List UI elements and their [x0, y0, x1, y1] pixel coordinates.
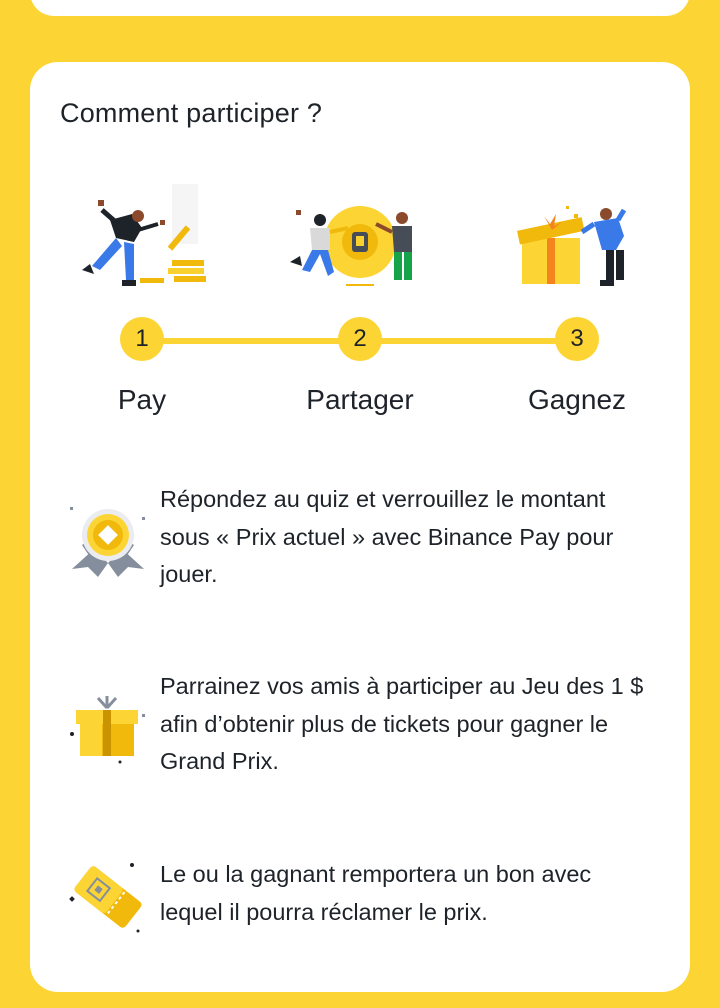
step-3-illustration — [510, 180, 650, 290]
step-2-number-badge: 2 — [338, 317, 382, 361]
step-1-label: Pay — [117, 384, 167, 415]
medal-icon — [68, 497, 148, 577]
step-1-illustration — [72, 180, 212, 290]
info-text-referral: Parrainez vos amis à participer au Jeu des 1 $ afin d’obtenir plus de tickets pour gagner le Grand Prix. — [160, 673, 644, 774]
info-text-winner: Le ou la gagnant remportera un bon avec lequel il pourra réclamer le prix. — [160, 861, 592, 925]
how-to-participate-card — [30, 62, 690, 992]
step-2-label: Partager — [306, 384, 414, 415]
step-2-illustration — [290, 180, 430, 290]
previous-card — [30, 0, 690, 16]
gift-box-icon — [68, 684, 148, 764]
step-1-number-badge: 1 — [120, 317, 164, 361]
step-3-label: Gagnez — [527, 384, 627, 415]
ticket-icon — [68, 857, 148, 937]
section-title: Comment participer ? — [60, 98, 323, 128]
info-text-quiz: Répondez au quiz et verrouillez le montant sous « Prix actuel » avec Binance Pay pour jouer. — [160, 486, 614, 587]
step-3-number-badge: 3 — [555, 317, 599, 361]
